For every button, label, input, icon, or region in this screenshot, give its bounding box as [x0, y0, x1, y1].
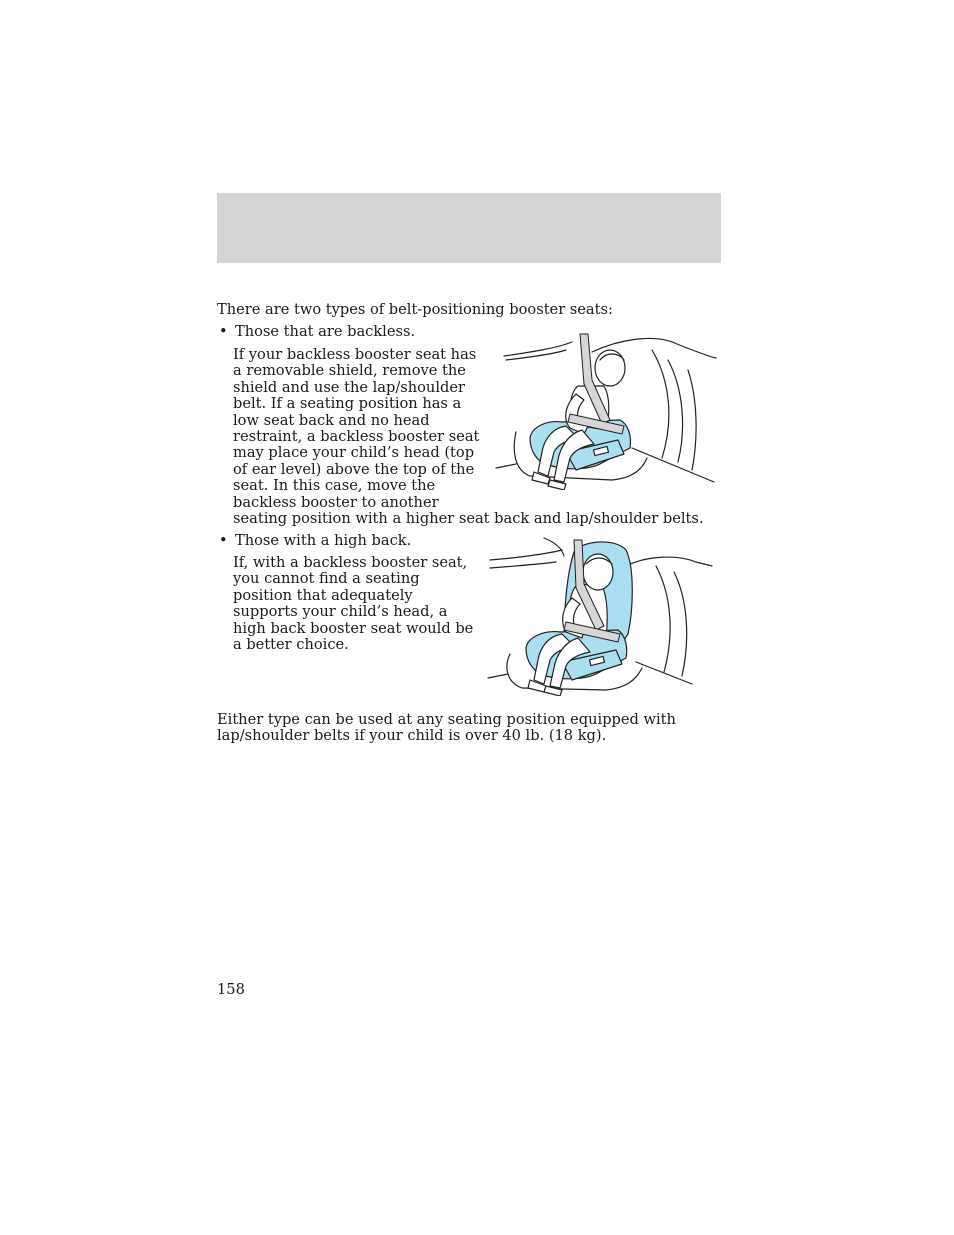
bullet-backless: [219, 324, 415, 340]
intro-text: There are two types of belt-positioning booster seats:: [217, 301, 613, 318]
bullet-label: Those that are backless.: [235, 323, 416, 340]
section-header-band: [217, 193, 721, 263]
bullet-marker: •: [219, 532, 228, 549]
backless-booster-illustration: [492, 330, 718, 490]
bullet-label: Those with a high back.: [235, 532, 412, 549]
closing-paragraph: Either type can be used at any seating position equipped with lap/shoulder belts if your child is over 40 lb. (18 kg).: [217, 711, 676, 745]
bullet-high-back: [219, 533, 411, 549]
backless-paragraph-continuation: seating position with a higher seat back and lap/shoulder belts.: [233, 510, 704, 528]
high-back-booster-illustration: [486, 536, 716, 696]
high-back-paragraph: If, with a backless booster seat, you cannot find a seating position that adequately supports your child’s head, a high back booster seat would be a better choice.: [233, 554, 474, 654]
bullet-marker: •: [219, 323, 228, 340]
page-number: 158: [217, 981, 245, 998]
backless-paragraph-text: If your backless booster seat has a removable shield, remove the shield and use the lap/shoulder belt. If a seating position has a low seat back and no head restraint, a backless booster seat may place your child’s head (top of ear level) above the top of the seat. In this case, move the backless booster to another: [233, 346, 480, 511]
